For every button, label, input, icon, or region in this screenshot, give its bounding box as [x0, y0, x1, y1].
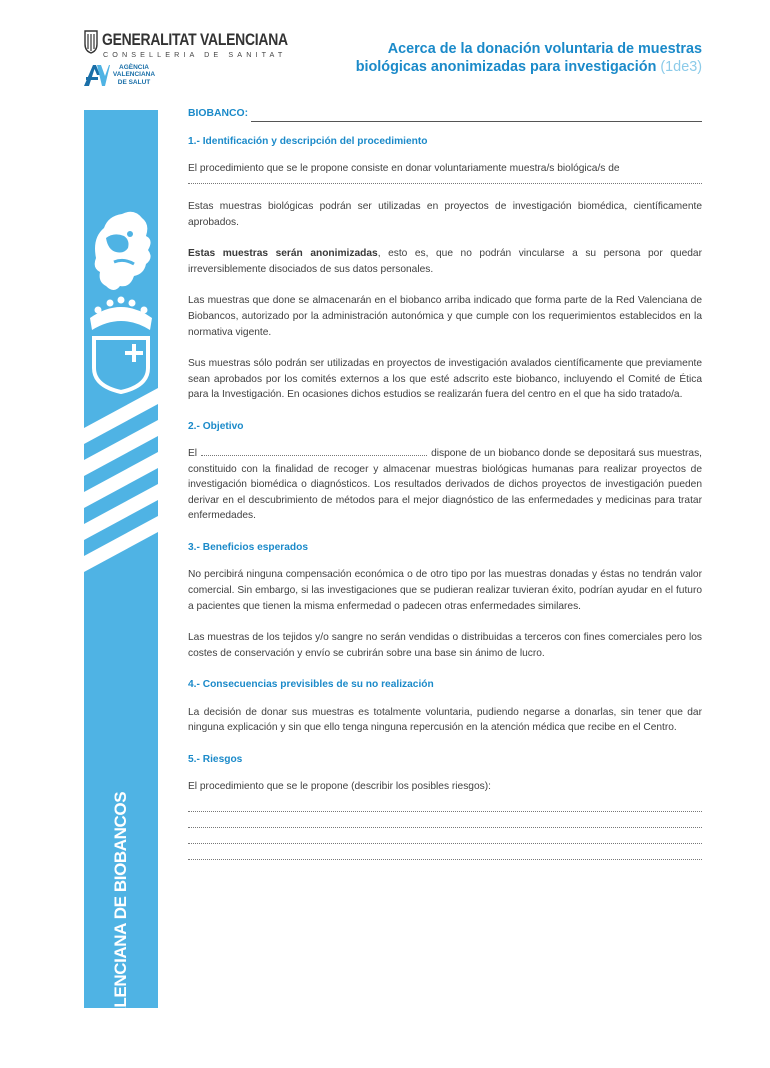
avs-line-3: DE SALUT	[117, 78, 151, 86]
anonymized-bold-text: Estas muestras serán anonimizadas	[188, 248, 378, 260]
form-body	[188, 106, 702, 875]
generalitat-logo	[84, 30, 288, 66]
band-label: RED VALENCIANA DE BIOBANCOS	[111, 791, 130, 1068]
section-1-paragraph-5: Sus muestras sólo podrán ser utilizadas en proyectos de investigación avalados científicamente que previamente sean aprobados por los comités externos a los que esté adscrito este biobanco, incluyendo el Comité de Ética para la Investigación. En ocasiones dichos estudios se realizarán fuera del centro en el que ha sido tratado/a.	[188, 357, 702, 401]
document-title-line-2	[302, 58, 702, 76]
section-2-heading: 2.- Objetivo	[188, 420, 244, 432]
section-1-paragraph-1-text: El procedimiento que se le propone consiste en donar voluntariamente muestra/s biológica/s de	[188, 163, 620, 175]
avs-text	[112, 64, 156, 86]
document-title-line-2-text: biológicas anonimizadas para investigación	[355, 59, 657, 75]
risk-input-line[interactable]	[188, 859, 702, 860]
section-2-paragraph-1-rest: dispone de un biobanco donde se depositará sus muestras, constituido con la finalidad de recoger y almacenar muestras biológicas humanas para realizar proyectos de investigación biomédica o diagnósticos. Los resultados derivados de dichos proyectos de investigación pueden derivar en el descubrimiento de métodos para el mejor diagnóstico de las enfermedades y medicinas para tratar enfermedades.	[188, 448, 702, 522]
section-3-paragraph-1: No percibirá ninguna compensación económica o de otro tipo por las muestras donadas y éstas no tendrán valor comercial. Sin embargo, si las investigaciones que se pudieran realizar tuvieran éxito, podrían ayudar en el futuro a pacientes que tienen la misma enfermedad o padecen otras enfermedades similares.	[188, 569, 702, 612]
section-4-heading: 4.- Consecuencias previsibles de su no realización	[188, 679, 434, 691]
biobanco-field	[188, 106, 702, 122]
section-1-paragraph-3	[188, 246, 702, 277]
biobanco-label: BIOBANCO:	[188, 108, 249, 119]
section-4-paragraph-1: La decisión de donar sus muestras es totalmente voluntaria, pudiendo negarse a donarlas, sin tener que dar ninguna explicación y sin que ello tenga ninguna repercusión en la atención médica que recibe en el Centro.	[188, 706, 702, 734]
section-2-paragraph-1	[188, 446, 702, 524]
section-1-paragraph-4: Las muestras que done se almacenarán en el biobanco arriba indicado que forma parte de la Red Valenciana de Biobancos, autorizado por la administración autonómica y que cumple con los requerimientos establecidos en la normativa vigente.	[188, 295, 702, 338]
side-band	[84, 110, 158, 1068]
avs-line-1: AGÈNCIA	[119, 64, 149, 71]
biobanco-input-line[interactable]	[251, 109, 702, 122]
section-5-heading: 5.- Riesgos	[188, 753, 243, 765]
risk-input-line[interactable]	[188, 843, 702, 844]
page-indicator: (1de3)	[660, 59, 702, 75]
document-title	[302, 40, 702, 76]
risk-input-line[interactable]	[188, 811, 702, 812]
document-title-line-1: Acerca de la donación voluntaria de muestras	[387, 41, 702, 57]
risks-input-lines	[188, 811, 702, 860]
avs-logo	[82, 62, 162, 92]
avs-line-2: VALENCIANA	[112, 71, 156, 79]
generalitat-shield-icon	[84, 30, 98, 54]
generalitat-title: GENERALITAT VALENCIANA	[102, 30, 288, 49]
avs-mark-icon	[82, 62, 110, 88]
section-3-heading: 3.- Beneficios esperados	[188, 541, 309, 553]
sample-type-input-line[interactable]	[188, 183, 702, 184]
section-3-paragraph-2: Las muestras de los tejidos y/o sangre no serán vendidas o distribuidas a terceros con fines comerciales pero los costes de conservación y envío se cubrirán sobre una base sin ánimo de lucro.	[188, 632, 702, 659]
conselleria-subtitle: CONSELLERIA DE SANITAT	[103, 50, 287, 59]
risk-input-line[interactable]	[188, 827, 702, 828]
section-5-paragraph-1: El procedimiento que se le propone (describir los posibles riesgos):	[188, 781, 491, 793]
section-1-paragraph-3-rest: , esto es, que no podrán vincularse a su persona por quedar irreversiblemente disociados de sus datos personales.	[188, 248, 702, 275]
section-2-paragraph-1-start: El	[188, 448, 198, 460]
lion-emblem-icon	[84, 178, 158, 578]
section-1-paragraph-2: Estas muestras biológicas podrán ser utilizadas en proyectos de investigación biomédica, científicamente aprobados.	[188, 201, 702, 228]
institution-input-line[interactable]	[201, 454, 427, 456]
section-1-paragraph-1	[188, 161, 702, 184]
section-1-heading: 1.- Identificación y descripción del procedimiento	[188, 135, 428, 147]
